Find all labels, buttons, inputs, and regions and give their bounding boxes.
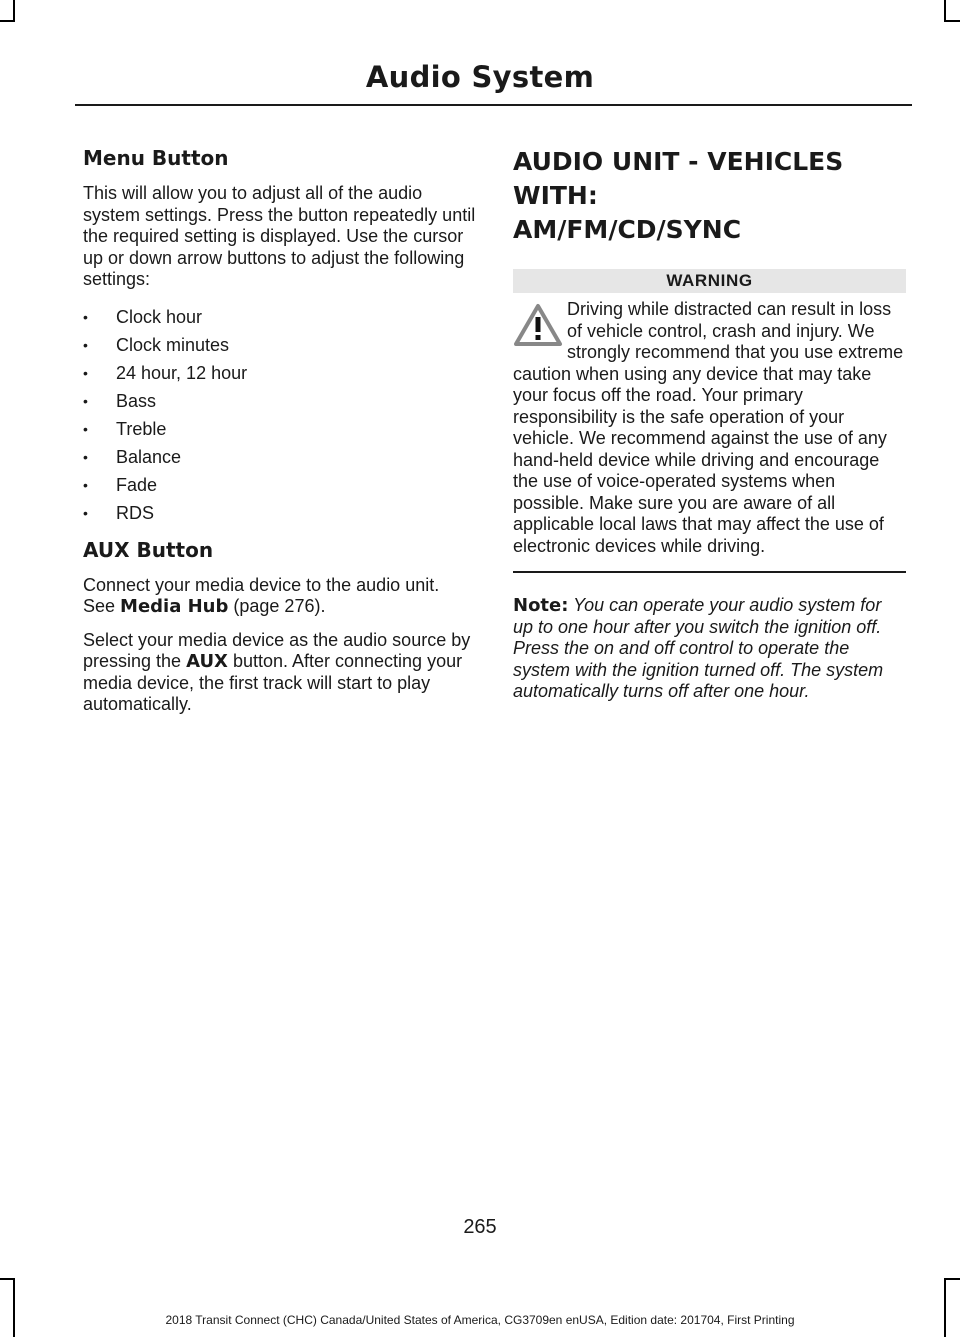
menu-button-paragraph: This will allow you to adjust all of the audio system settings. Press the button repeatedly until the required setting is displayed. Use the cursor up or down arrow buttons to adjust the following settings: xyxy=(83,183,476,289)
crop-mark xyxy=(13,0,15,22)
settings-list xyxy=(83,303,476,527)
page-number: 265 xyxy=(463,1216,497,1238)
crop-mark xyxy=(944,0,946,22)
list-item: • Fade xyxy=(83,471,476,499)
list-item: • 24 hour, 12 hour xyxy=(83,359,476,387)
media-hub-link[interactable]: Media Hub xyxy=(120,596,229,617)
crop-mark xyxy=(944,1278,960,1280)
left-column xyxy=(83,145,476,728)
warning-label: WARNING xyxy=(513,269,906,293)
list-item: • RDS xyxy=(83,499,476,527)
menu-button-heading: Menu Button xyxy=(83,146,229,170)
aux-label: AUX xyxy=(186,651,228,672)
crop-mark xyxy=(13,1278,15,1337)
list-item: • Clock hour xyxy=(83,303,476,331)
list-item: • Treble xyxy=(83,415,476,443)
right-column xyxy=(513,145,906,703)
section-heading-line-2: AM/FM/CD/SYNC xyxy=(513,215,742,244)
crop-mark xyxy=(0,1278,15,1280)
list-item: • Balance xyxy=(83,443,476,471)
crop-mark xyxy=(944,20,960,22)
note-label: Note: xyxy=(513,595,569,616)
list-item: • Clock minutes xyxy=(83,331,476,359)
warning-text: Driving while distracted can result in loss of vehicle control, crash and injury. We strongly recommend that you use extreme caution when using any device that may take your focus off the road. Your primary responsibility is the safe operation of your vehicle. We recommend against the use of any hand-held device while driving and encourage the use of voice-operated systems when possible. Make sure you are aware of all applicable local laws that may affect the use of electronic devices while driving. xyxy=(513,299,904,556)
section-heading-line-1: AUDIO UNIT - VEHICLES WITH: xyxy=(513,147,844,210)
aux-paragraph-2: Select your media device as the audio source by pressing the AUX button. After connecting your media device, the first track will start to play automatically. xyxy=(83,629,471,714)
page-title: Audio System xyxy=(365,60,595,94)
list-item: • Bass xyxy=(83,387,476,415)
footer-text: 2018 Transit Connect (CHC) Canada/United States of America, CG3709en enUSA, Edition date: 201704, First Printing xyxy=(165,1313,795,1327)
header-rule xyxy=(75,104,912,106)
crop-mark xyxy=(944,1278,946,1337)
note xyxy=(513,595,906,703)
warning-triangle-icon xyxy=(513,303,563,347)
warning-rule xyxy=(513,571,906,573)
aux-button-heading: AUX Button xyxy=(83,537,214,562)
aux-paragraph-1: Connect your media device to the audio unit. See Media Hub (page 276). xyxy=(83,574,440,617)
warning-box xyxy=(513,299,906,557)
note-text: You can operate your audio system for up to one hour after you switch the ignition off. Press the on and off control to operate the system with the ignition turned off. The system automatically turns off after one hour. xyxy=(513,595,884,701)
crop-mark xyxy=(0,20,15,22)
